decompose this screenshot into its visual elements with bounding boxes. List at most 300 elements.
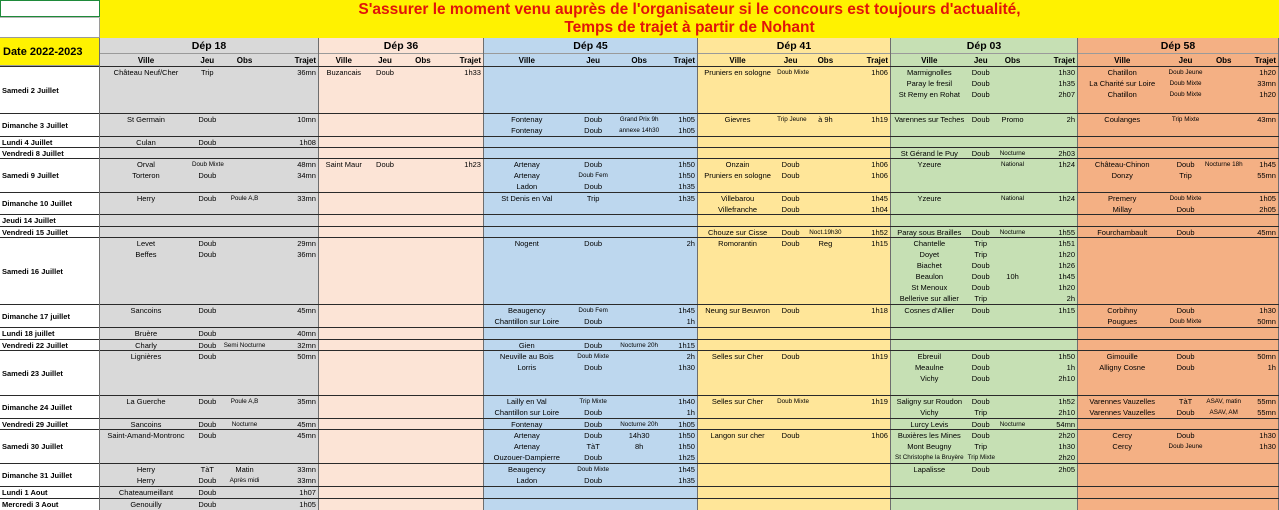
- event-jeu: Doub: [584, 115, 603, 124]
- event-trajet: 45mn: [297, 431, 316, 440]
- banner-line-2: Temps de trajet à partir de Nohant: [564, 19, 815, 36]
- event-jeu: Doub: [584, 239, 603, 248]
- event-ville: Beaugency: [508, 306, 546, 315]
- event-jeu: TàT: [1178, 397, 1193, 406]
- event-ville: Sancoins: [130, 420, 162, 429]
- event-jeu: Doub: [376, 68, 394, 77]
- event-obs: Grand Prix 9h: [619, 116, 659, 123]
- event-jeu: Doub: [971, 420, 990, 429]
- event-ville: Charly: [135, 341, 157, 350]
- column-header-obs: Obs: [1004, 56, 1021, 65]
- event-trajet: 32mn: [297, 341, 316, 350]
- event-jeu: Doub: [198, 306, 217, 315]
- event-ville: Millay: [1112, 205, 1132, 214]
- event-jeu: Doub: [971, 431, 990, 440]
- event-jeu: Doub: [198, 329, 217, 338]
- event-jeu: Doub: [781, 431, 800, 440]
- event-jeu: Doub: [971, 465, 990, 474]
- event-trajet: 2h07: [1058, 90, 1075, 99]
- event-ville: Neung sur Beuvron: [705, 306, 770, 315]
- event-jeu: Doub: [584, 160, 603, 169]
- event-jeu: Doub: [198, 341, 217, 350]
- date-cell: Lundi 1 Aout: [2, 488, 48, 497]
- event-trajet: 2h05: [1058, 465, 1075, 474]
- event-jeu: Doub: [971, 283, 990, 292]
- event-ville: Mont Beugny: [907, 442, 952, 451]
- column-header-jeu: Jeu: [200, 56, 215, 65]
- event-ville: Biachet: [916, 261, 942, 270]
- event-ville: St Gérand le Puy: [900, 149, 958, 158]
- event-jeu: Doub: [971, 149, 990, 158]
- event-trajet: 55mn: [1257, 408, 1276, 417]
- event-ville: Yzeure: [917, 160, 942, 169]
- event-ville: Chantillon sur Loire: [494, 408, 560, 417]
- event-jeu: Doub: [584, 408, 603, 417]
- event-jeu: Doub: [584, 476, 603, 485]
- event-trajet: 2h20: [1058, 453, 1075, 462]
- event-ville: Corbihny: [1107, 306, 1138, 315]
- event-ville: Langon sur cher: [710, 431, 765, 440]
- event-trajet: 1h20: [1058, 283, 1075, 292]
- event-trajet: 33mn: [297, 465, 316, 474]
- event-ville: Gien: [518, 341, 535, 350]
- column-header-jeu: Jeu: [973, 56, 988, 65]
- event-obs: Nocturne: [999, 229, 1026, 236]
- event-jeu: Doub: [198, 500, 217, 509]
- event-jeu: Trip: [974, 294, 988, 303]
- event-trajet: 2h: [686, 352, 695, 361]
- event-ville: Alligny Cosne: [1099, 363, 1146, 372]
- event-trajet: 2h03: [1058, 149, 1075, 158]
- event-trajet: 36mn: [297, 68, 316, 77]
- event-jeu: Doub: [971, 68, 990, 77]
- event-ville: La Guerche: [126, 397, 166, 406]
- column-header-trajet: Trajet: [294, 56, 316, 65]
- event-trajet: 1h19: [871, 115, 888, 124]
- event-ville: Artenay: [513, 431, 540, 440]
- event-ville: Donzy: [1111, 171, 1133, 180]
- department-column: [319, 38, 484, 510]
- event-ville: Marmignolles: [907, 68, 952, 77]
- event-obs: ASAV, AM: [1209, 409, 1238, 416]
- event-ville: Cercy: [1112, 442, 1133, 451]
- event-ville: Beaulon: [915, 272, 944, 281]
- event-ville: St Germain: [127, 115, 165, 124]
- event-trajet: 40mn: [297, 329, 316, 338]
- event-ville: Nogent: [514, 239, 539, 248]
- event-trajet: 2h10: [1058, 374, 1075, 383]
- event-obs: Nocturne 18h: [1204, 161, 1243, 168]
- event-ville: Chantelle: [913, 239, 946, 248]
- event-ville: Saint Maur: [325, 160, 362, 169]
- event-ville: Lailly en Val: [506, 397, 547, 406]
- event-jeu: Doub Mixte: [1169, 318, 1202, 325]
- event-trajet: 1h50: [1058, 352, 1075, 361]
- event-jeu: Doub: [781, 160, 800, 169]
- event-jeu: Doub: [1176, 306, 1195, 315]
- event-trajet: 1h: [686, 317, 695, 326]
- event-jeu: Trip Mixte: [579, 398, 607, 405]
- column-header-obs: Obs: [415, 56, 431, 65]
- event-ville: St Menoux: [911, 283, 948, 292]
- event-obs: National: [1000, 195, 1025, 202]
- event-ville: Selles sur Cher: [711, 397, 764, 406]
- event-trajet: 1h26: [1058, 261, 1075, 270]
- event-ville: Torteron: [132, 171, 160, 180]
- event-trajet: 1h06: [871, 160, 888, 169]
- event-ville: Doyet: [919, 250, 940, 259]
- event-ville: Romorantin: [718, 239, 757, 248]
- event-trajet: 10mn: [297, 115, 316, 124]
- event-trajet: 1h23: [464, 160, 481, 169]
- event-obs: Semi Nocturne: [223, 342, 266, 349]
- column-header-jeu: Jeu: [783, 56, 798, 65]
- event-jeu: Doub: [1176, 431, 1195, 440]
- date-cell: Lundi 18 juillet: [2, 329, 55, 338]
- event-ville: Chantillon sur Loire: [494, 317, 560, 326]
- name-box-area[interactable]: [0, 0, 100, 38]
- column-header-obs: Obs: [631, 56, 647, 65]
- event-obs: Matin: [235, 465, 254, 474]
- event-jeu: Doub: [781, 228, 800, 237]
- event-obs: Nocturne: [999, 150, 1026, 157]
- event-trajet: 1h30: [1058, 442, 1075, 451]
- department-title: Dép 45: [484, 38, 697, 54]
- date-cell: Vendredi 29 Juillet: [2, 419, 68, 429]
- event-ville: Villefranche: [718, 205, 758, 214]
- event-ville: Ouzouer-Dampierre: [493, 453, 560, 462]
- event-jeu: Trip: [1179, 171, 1192, 180]
- event-trajet: 50mn: [297, 352, 316, 361]
- department-title: Dép 41: [698, 38, 890, 54]
- event-trajet: 1h20: [1259, 68, 1276, 77]
- event-trajet: 1h30: [1259, 431, 1276, 440]
- department-title: Dép 36: [319, 38, 483, 54]
- event-trajet: 1h25: [678, 453, 695, 462]
- event-ville: Varennes Vauzelles: [1089, 397, 1156, 406]
- event-trajet: 1h24: [1058, 194, 1075, 203]
- event-trajet: 45mn: [1257, 228, 1276, 237]
- event-trajet: 1h50: [678, 442, 695, 451]
- event-jeu: Doub: [198, 397, 217, 406]
- event-jeu: Doub: [1176, 228, 1195, 237]
- event-trajet: 2h20: [1058, 431, 1075, 440]
- event-trajet: 2h: [1066, 115, 1075, 124]
- event-ville: Levet: [136, 239, 156, 248]
- event-jeu: Doub: [1176, 408, 1195, 417]
- date-column-header: Date 2022-2023: [0, 38, 100, 66]
- event-trajet: 1h06: [871, 431, 888, 440]
- column-header-obs: Obs: [817, 56, 834, 65]
- event-jeu: Doub: [781, 194, 800, 203]
- event-ville: Genouilly: [130, 500, 162, 509]
- event-ville: Herry: [136, 465, 156, 474]
- header-banner: [100, 0, 1279, 38]
- event-trajet: 1h18: [871, 306, 888, 315]
- event-jeu: Doub: [781, 171, 800, 180]
- event-trajet: 1h19: [871, 397, 888, 406]
- event-trajet: 1h35: [1058, 79, 1075, 88]
- event-trajet: 29mn: [297, 239, 316, 248]
- event-jeu: Doub: [198, 138, 217, 147]
- event-jeu: Doub Mixte: [777, 69, 809, 76]
- event-jeu: Doub: [584, 431, 603, 440]
- event-trajet: 1h05: [299, 500, 316, 509]
- event-ville: Paray sous Brailles: [897, 228, 962, 237]
- event-trajet: 1h50: [678, 171, 695, 180]
- event-obs: Reg: [818, 239, 833, 248]
- event-trajet: 1h20: [1259, 90, 1276, 99]
- event-trajet: 1h52: [871, 228, 888, 237]
- event-trajet: 1h05: [678, 126, 695, 135]
- event-jeu: Doub: [198, 431, 217, 440]
- event-jeu: Doub: [198, 250, 217, 259]
- event-trajet: 35mn: [297, 397, 316, 406]
- event-ville: Lapalisse: [913, 465, 946, 474]
- event-ville: Château Neuf/Cher: [113, 68, 179, 77]
- event-trajet: 1h06: [871, 68, 888, 77]
- date-cell: Dimanche 31 Juillet: [2, 470, 73, 480]
- event-jeu: Doub Mixte: [1169, 80, 1202, 87]
- event-jeu: Doub: [971, 363, 990, 372]
- event-ville: Varennes Vauzelles: [1089, 408, 1156, 417]
- column-header-obs: Obs: [236, 56, 253, 65]
- event-jeu: Doub: [971, 352, 990, 361]
- event-ville: St Denis en Val: [501, 194, 553, 203]
- event-ville: Orval: [137, 160, 155, 169]
- column-header-jeu: Jeu: [1178, 56, 1193, 65]
- event-trajet: 2h05: [1259, 205, 1276, 214]
- event-jeu: Doub: [781, 239, 800, 248]
- event-ville: Yzeure: [917, 194, 942, 203]
- event-jeu: Doub: [971, 374, 990, 383]
- event-jeu: Trip Jeune: [777, 116, 807, 123]
- event-trajet: 1h05: [1259, 194, 1276, 203]
- event-ville: Herry: [136, 194, 156, 203]
- event-obs: Nocturne: [231, 421, 258, 428]
- event-trajet: 1h30: [678, 363, 695, 372]
- event-ville: Selles sur Cher: [711, 352, 764, 361]
- event-ville: St Remy en Rohat: [898, 90, 960, 99]
- event-jeu: TàT: [200, 465, 214, 474]
- event-jeu: Trip Mixte: [1171, 116, 1200, 123]
- event-ville: Artenay: [513, 160, 540, 169]
- event-jeu: Doub: [971, 397, 990, 406]
- event-jeu: Doub Jeune: [1168, 443, 1203, 450]
- column-header-jeu: Jeu: [586, 56, 601, 65]
- event-obs: National: [1000, 161, 1025, 168]
- event-jeu: Trip Mixte: [967, 454, 996, 461]
- event-obs: ASAV, matin: [1206, 398, 1242, 405]
- event-obs: Promo: [1001, 115, 1024, 124]
- event-obs: Nocturne: [999, 421, 1026, 428]
- event-jeu: Doub: [198, 488, 217, 497]
- column-header-ville: Ville: [335, 56, 352, 65]
- event-trajet: 1h45: [1058, 272, 1075, 281]
- event-ville: Fontenay: [511, 420, 543, 429]
- event-trajet: 1h05: [678, 420, 695, 429]
- event-ville: Varennes sur Teches: [894, 115, 965, 124]
- event-ville: Pruniers en sologne: [704, 171, 771, 180]
- date-cell: Dimanche 3 Juillet: [2, 120, 68, 130]
- department-title: Dép 58: [1078, 38, 1278, 54]
- event-jeu: Trip: [974, 442, 988, 451]
- event-ville: Paray le fresil: [906, 79, 953, 88]
- event-trajet: 1h30: [1058, 68, 1075, 77]
- event-ville: Saint-Amand-Montronc: [107, 431, 185, 440]
- event-jeu: Doub: [584, 182, 603, 191]
- event-trajet: 1h15: [1058, 306, 1075, 315]
- event-trajet: 33mn: [297, 194, 316, 203]
- event-jeu: Doub: [584, 126, 603, 135]
- event-obs: Nocturne 20h: [620, 342, 659, 349]
- event-ville: Cercy: [1112, 431, 1133, 440]
- event-ville: Lorris: [517, 363, 537, 372]
- event-jeu: Doub: [781, 306, 800, 315]
- event-trajet: 1h04: [871, 205, 888, 214]
- event-ville: Ladon: [516, 182, 538, 191]
- date-cell: Mercredi 3 Aout: [2, 500, 59, 509]
- date-cell: Samedi 30 Juillet: [2, 442, 63, 451]
- event-obs: annexe 14h30: [619, 127, 660, 134]
- event-jeu: Doub Mixte: [1169, 195, 1202, 202]
- event-jeu: Doub: [584, 363, 603, 372]
- date-cell: Samedi 23 Juillet: [2, 368, 63, 378]
- event-ville: Gimouille: [1106, 352, 1138, 361]
- event-ville: Fourchambault: [1097, 228, 1148, 237]
- banner-line-1: S'assurer le moment venu auprès de l'organisateur si le concours est toujours d'actualité,: [358, 1, 1021, 18]
- event-trajet: 1h51: [1058, 239, 1075, 248]
- event-ville: Villebarou: [720, 194, 755, 203]
- event-obs: Poule A,B: [230, 195, 259, 202]
- event-jeu: Trip: [974, 250, 988, 259]
- event-trajet: 1h52: [1058, 397, 1075, 406]
- event-jeu: Doub: [1176, 352, 1195, 361]
- event-trajet: 1h08: [299, 138, 316, 147]
- event-trajet: 45mn: [297, 420, 316, 429]
- event-trajet: 1h07: [299, 488, 316, 497]
- event-obs: 8h: [634, 442, 644, 451]
- selected-cell[interactable]: [0, 0, 100, 17]
- event-ville: Buzancais: [326, 68, 362, 77]
- column-header-ville: Ville: [137, 56, 155, 65]
- event-ville: Ebreuil: [917, 352, 941, 361]
- event-ville: Onzain: [725, 160, 750, 169]
- event-jeu: Doub: [971, 228, 990, 237]
- event-jeu: TàT: [586, 442, 600, 451]
- event-trajet: 34mn: [297, 171, 316, 180]
- event-jeu: Trip: [974, 239, 988, 248]
- event-ville: Chouze sur Cisse: [707, 228, 768, 237]
- event-jeu: Doub: [198, 194, 217, 203]
- column-header-trajet: Trajet: [673, 56, 695, 65]
- event-jeu: Doub: [584, 317, 603, 326]
- event-jeu: Doub Fem: [578, 172, 608, 179]
- event-ville: Buxières les Mines: [897, 431, 961, 440]
- event-jeu: Trip: [200, 68, 214, 77]
- event-ville: Beaugency: [508, 465, 546, 474]
- event-jeu: Doub Mixte: [577, 353, 610, 360]
- event-ville: Artenay: [513, 442, 540, 451]
- event-obs: Après midi: [229, 477, 260, 484]
- date-cell: Samedi 9 Juillet: [2, 171, 59, 180]
- event-ville: Beffes: [135, 250, 157, 259]
- column-header-ville: Ville: [518, 56, 535, 65]
- column-header-jeu: Jeu: [378, 56, 392, 65]
- event-ville: St Christophe la Bruyère: [895, 454, 964, 461]
- event-trajet: 1h45: [678, 306, 695, 315]
- event-trajet: 43mn: [1257, 115, 1276, 124]
- column-header-ville: Ville: [1114, 56, 1131, 65]
- event-ville: Chateaumeillant: [118, 488, 174, 497]
- event-trajet: 1h: [686, 408, 695, 417]
- event-trajet: 1h35: [678, 476, 695, 485]
- event-jeu: Doub: [198, 476, 217, 485]
- date-cell: Vendredi 8 Juillet: [2, 148, 64, 158]
- event-trajet: 48mn: [297, 160, 316, 169]
- column-header-trajet: Trajet: [459, 56, 481, 65]
- event-jeu: Trip: [586, 194, 600, 203]
- column-header-trajet: Trajet: [1053, 56, 1075, 65]
- event-trajet: 2h10: [1058, 408, 1075, 417]
- event-jeu: Doub: [198, 352, 217, 361]
- event-ville: Neuville au Bois: [499, 352, 554, 361]
- event-ville: Saligny sur Roudon: [896, 397, 963, 406]
- event-trajet: 1h05: [678, 115, 695, 124]
- event-ville: Herry: [136, 476, 156, 485]
- event-trajet: 55mn: [1257, 397, 1276, 406]
- event-ville: Vichy: [920, 374, 939, 383]
- department-title: Dép 03: [891, 38, 1077, 54]
- event-ville: Artenay: [513, 171, 540, 180]
- event-jeu: Trip: [974, 408, 988, 417]
- event-jeu: Doub: [198, 171, 217, 180]
- event-trajet: 36mn: [297, 250, 316, 259]
- event-ville: Culan: [136, 138, 156, 147]
- department-title: Dép 18: [100, 38, 318, 54]
- event-ville: La Charité sur Loire: [1089, 79, 1156, 88]
- event-trajet: 54mn: [1056, 420, 1075, 429]
- event-trajet: 1h50: [678, 160, 695, 169]
- event-ville: Ladon: [516, 476, 538, 485]
- event-jeu: Doub: [1176, 363, 1195, 372]
- column-header-ville: Ville: [921, 56, 938, 65]
- event-ville: Bellerive sur allier: [899, 294, 959, 303]
- event-obs: Noct.19h30: [809, 229, 842, 236]
- date-cell: Dimanche 17 juillet: [2, 311, 70, 321]
- event-ville: Chatillon: [1107, 68, 1137, 77]
- event-trajet: 1h19: [871, 352, 888, 361]
- date-cell: Samedi 2 Juillet: [2, 85, 59, 95]
- event-trajet: 2h: [1066, 294, 1075, 303]
- event-ville: Pruniers en sologne: [704, 68, 771, 77]
- event-jeu: Doub: [1176, 160, 1195, 169]
- event-jeu: Doub: [971, 306, 990, 315]
- event-jeu: Doub: [971, 79, 990, 88]
- event-trajet: 1h45: [871, 194, 888, 203]
- date-cell: Samedi 16 Juillet: [2, 266, 63, 276]
- event-jeu: Doub Mixte: [777, 398, 809, 405]
- date-cell: Vendredi 22 Juillet: [2, 340, 68, 350]
- event-jeu: Doub Jeune: [1168, 69, 1203, 76]
- event-trajet: 55mn: [1257, 171, 1276, 180]
- date-cell: Lundi 4 Juillet: [2, 137, 53, 147]
- event-trajet: 45mn: [297, 306, 316, 315]
- column-header-ville: Ville: [729, 56, 746, 65]
- event-jeu: Doub: [1176, 205, 1195, 214]
- event-trajet: 50mn: [1257, 317, 1276, 326]
- event-jeu: Doub: [971, 115, 990, 124]
